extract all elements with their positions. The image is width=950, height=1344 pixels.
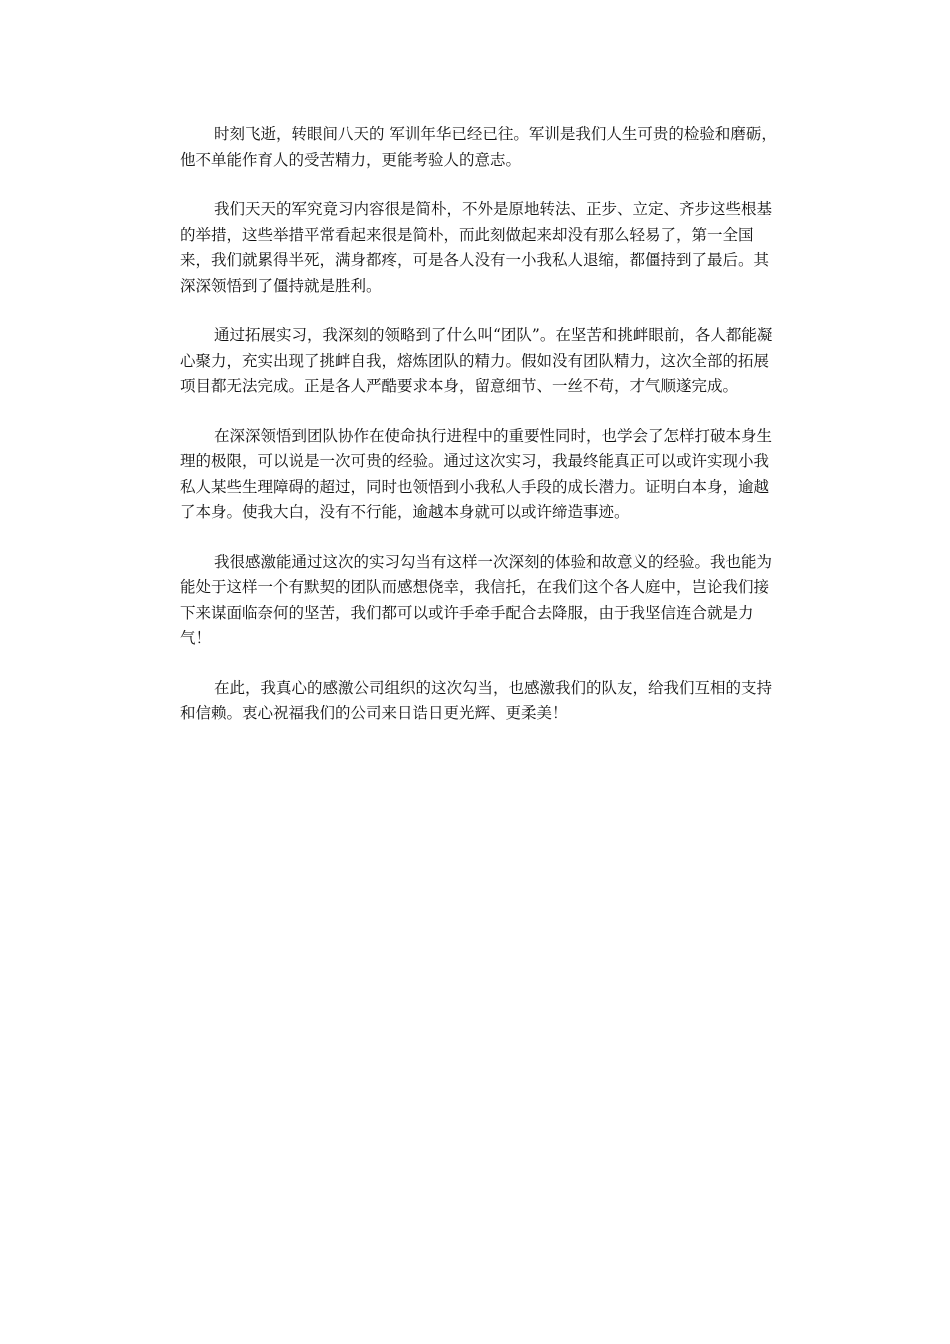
paragraph-5: 我很感激能通过这次的实习勾当有这样一次深刻的体验和故意义的经验。我也能为能处于这样一个有默契的团队而感想侥幸，我信托，在我们这个各人庭中，岂论我们接下来谋面临奈何的坚苦，我们都可以或许手牵手配合去降服，由于我坚信连合就是力气！: [180, 552, 773, 647]
paragraph-6: 在此，我真心的感激公司组织的这次勾当，也感激我们的队友，给我们互相的支持和信赖。衷心祝福我们的公司来日诰日更光辉、更柔美！: [180, 678, 773, 722]
document-body: [180, 122, 780, 751]
paragraph-4: 在深深领悟到团队协作在使命执行进程中的重要性同时，也学会了怎样打破本身生理的极限，可以说是一次可贵的经验。通过这次实习，我最终能真正可以或许实现小我私人某些生理障碍的超过，同时也领悟到小我私人手段的成长潜力。证明白本身，逾越了本身。使我大白，没有不行能，逾越本身就可以或许缔造事迹。: [180, 426, 773, 521]
paragraph-2: 我们天天的军究竟习内容很是简朴，不外是原地转法、正步、立定、齐步这些根基的举措，这些举措平常看起来很是简朴，而此刻做起来却没有那么轻易了，第一全国来，我们就累得半死，满身都疼，可是各人没有一小我私人退缩，都僵持到了最后。其深深领悟到了僵持就是胜利。: [180, 200, 773, 295]
paragraph-3: 通过拓展实习，我深刻的领略到了什么叫“团队”。在坚苦和挑衅眼前，各人都能凝心聚力，充实出现了挑衅自我，熔炼团队的精力。假如没有团队精力，这次全部的拓展项目都无法完成。正是各人严酷要求本身，留意细节、一丝不苟，才气顺遂完成。: [180, 326, 773, 395]
paragraph-1: 时刻飞逝，转眼间八天的 军训年华已经已往。军训是我们人生可贵的检验和磨砺，他不单能作育人的受苦精力，更能考验人的意志。: [180, 125, 777, 169]
